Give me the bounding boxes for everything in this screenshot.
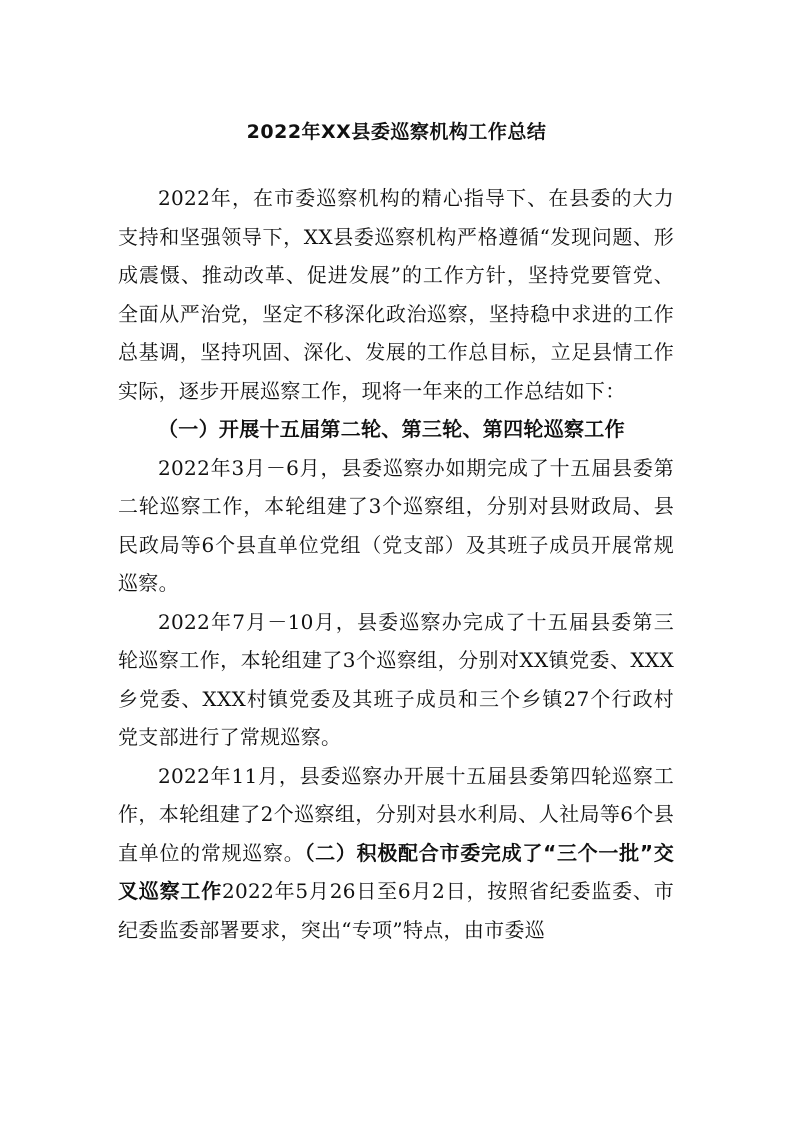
paragraph-round-3: 2022年7月－10月，县委巡察办完成了十五届县委第三轮巡察工作，本轮组建了3个巡察组，分别对XX镇党委、XXX乡党委、XXX村镇党委及其班子成员和三个乡镇27个行政村党支部进行了常规巡察。: [118, 609, 674, 749]
section-heading-2: （二）积极配合市委完成了“三个一批”交叉巡察工作: [118, 840, 674, 903]
paragraph-round-4: [118, 757, 674, 950]
intro-paragraph: 2022年，在市委巡察机构的精心指导下、在县委的大力支持和坚强领导下，XX县委巡察机构严格遵循“发现问题、形成震慑、推动改革、促进发展”的工作方针，坚持党要管党、全面从严治党，坚定不移深化政治巡察，坚持稳中求进的工作总基调，坚持巩固、深化、发展的工作总目标，立足县情工作实际，逐步开展巡察工作，现将一年来的工作总结如下：: [118, 186, 674, 403]
paragraph-round-2: 2022年3月－6月，县委巡察办如期完成了十五届县委第二轮巡察工作，本轮组建了3个巡察组，分别对县财政局、县民政局等6个县直单位党组（党支部）及其班子成员开展常规巡察。: [118, 455, 674, 595]
section-heading-1: （一）开展十五届第二轮、第三轮、第四轮巡察工作: [158, 417, 625, 441]
document-body: [118, 179, 674, 949]
document-title: 2022年XX县委巡察机构工作总结: [246, 121, 547, 143]
section-2-text: 2022年5月26日至6月2日，按照省纪委监委、市纪委监委部署要求，突出“专项”特点，由市委巡: [118, 879, 674, 942]
paragraph-round-4-text: 2022年11月，县委巡察办开展十五届县委第四轮巡察工作，本轮组建了2个巡察组，分别对县水利局、人社局等6个县直单位的常规巡察。: [118, 763, 674, 865]
